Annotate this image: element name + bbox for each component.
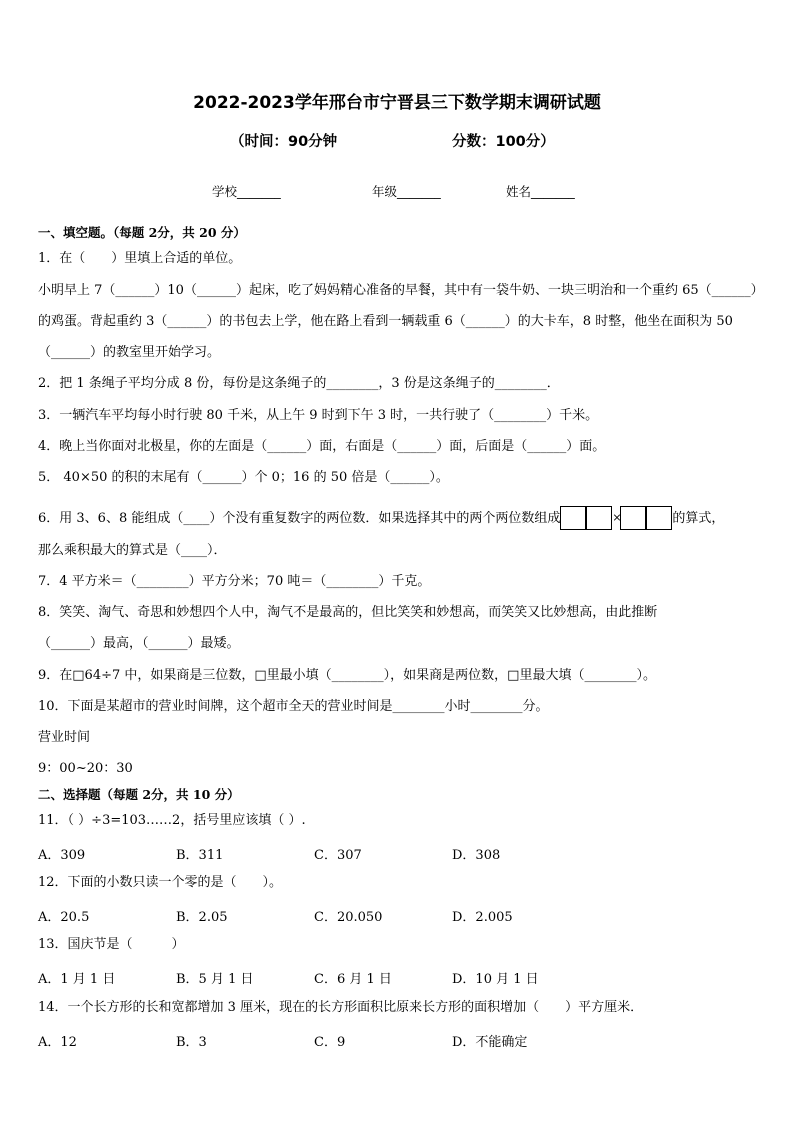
digit-box[interactable] <box>560 506 586 530</box>
option-c[interactable]: C．20.050 <box>314 910 383 925</box>
question-6-line-a <box>38 506 756 531</box>
question-12: 12．下面的小数只读一个零的是（ ）。 <box>38 875 283 890</box>
question-1-line-c: （______）的教室里开始学习。 <box>38 345 221 360</box>
question-2: 2．把 1 条绳子平均分成 8 份，每份是这条绳子的________，3 份是这条绳子的________． <box>38 376 560 391</box>
question-3: 3．一辆汽车平均每小时行驶 80 千米，从上午 9 时到下午 3 时，一共行驶了（________）千米。 <box>38 408 599 423</box>
question-6-text: 6．用 3、6、8 能组成（____）个没有重复数字的两位数．如果选择其中的两个两位数组成 <box>38 510 561 526</box>
section2-heading: 二、选择题（每题 2分，共 10 分） <box>38 787 240 802</box>
option-b[interactable]: B．3 <box>176 1035 207 1050</box>
times-sign: × <box>612 511 622 524</box>
business-hours-value: 9：00~20：30 <box>38 761 133 776</box>
question-4: 4．晚上当你面对北极星，你的左面是（______）面，右面是（______）面，后面是（______）面。 <box>38 439 606 454</box>
question-5: 5． 40×50 的积的末尾有（______）个 0；16 的 50 倍是（______）。 <box>38 470 449 485</box>
option-d[interactable]: D．10 月 1 日 <box>452 972 539 987</box>
option-c[interactable]: C．9 <box>314 1035 346 1050</box>
option-c[interactable]: C．307 <box>314 848 362 863</box>
exam-time: （时间：90分钟 <box>230 134 338 150</box>
question-1: 1．在（ ）里填上合适的单位。 <box>38 251 242 266</box>
question-8-line-a: 8．笑笑、淘气、奇思和妙想四个人中，淘气不是最高的，但比笑笑和妙想高，而笑笑又比妙想高，由此推断 <box>38 605 658 620</box>
section1-heading: 一、填空题。（每题 2分，共 20 分） <box>38 225 246 240</box>
question-14: 14．一个长方形的长和宽都增加 3 厘米，现在的长方形面积比原来长方形的面积增加（ ）平方厘米． <box>38 1000 644 1015</box>
question-10: 10．下面是某超市的营业时间牌，这个超市全天的营业时间是________小时________分。 <box>38 699 549 714</box>
digit-box[interactable] <box>620 506 646 530</box>
question-6-line-b: 那么乘积最大的算式是（____）． <box>38 543 227 558</box>
option-d[interactable]: D．不能确定 <box>452 1035 528 1050</box>
business-hours-label: 营业时间 <box>38 730 91 745</box>
question-7: 7．4 平方米＝（________）平方分米；70 吨＝（________）千克。 <box>38 574 431 589</box>
question-1-line-b: 的鸡蛋。背起重约 3（______）的书包去上学，他在路上看到一辆载重 6（______）的大卡车，8 时整，他坐在面积为 50 <box>38 314 733 329</box>
option-a[interactable]: A．1 月 1 日 <box>38 972 116 987</box>
option-b[interactable]: B．311 <box>176 848 224 863</box>
option-d[interactable]: D．308 <box>452 848 501 863</box>
question-8-line-b: （______）最高，（______）最矮。 <box>38 636 240 651</box>
grade-field: 年级_______ <box>372 184 441 199</box>
question-11: 11．（ ）÷3=103……2，括号里应该填（ ）. <box>38 813 306 828</box>
question-6-text-end: 的算式， <box>672 510 725 526</box>
answer-boxes <box>560 506 672 531</box>
question-1-line-a: 小明早上 7（______）10（______）起床，吃了妈妈精心准备的早餐，其中有一袋牛奶、一块三明治和一个重约 65（______） <box>38 283 764 298</box>
option-a[interactable]: A．20.5 <box>38 910 90 925</box>
exam-score: 分数：100分） <box>452 134 555 150</box>
digit-box[interactable] <box>646 506 672 530</box>
question-9: 9．在□64÷7 中，如果商是三位数，□里最小填（________），如果商是两位数，□里最大填（________）。 <box>38 668 656 683</box>
school-field: 学校_______ <box>212 184 281 199</box>
option-c[interactable]: C．6 月 1 日 <box>314 972 392 987</box>
option-d[interactable]: D．2.005 <box>452 910 513 925</box>
question-13: 13．国庆节是（ ） <box>38 937 185 952</box>
digit-box[interactable] <box>586 506 612 530</box>
option-b[interactable]: B．2.05 <box>176 910 228 925</box>
option-a[interactable]: A．12 <box>38 1035 77 1050</box>
page-title: 2022-2023学年邢台市宁晋县三下数学期末调研试题 <box>193 93 601 113</box>
option-b[interactable]: B．5 月 1 日 <box>176 972 254 987</box>
name-field: 姓名_______ <box>506 184 575 199</box>
option-a[interactable]: A．309 <box>38 848 86 863</box>
